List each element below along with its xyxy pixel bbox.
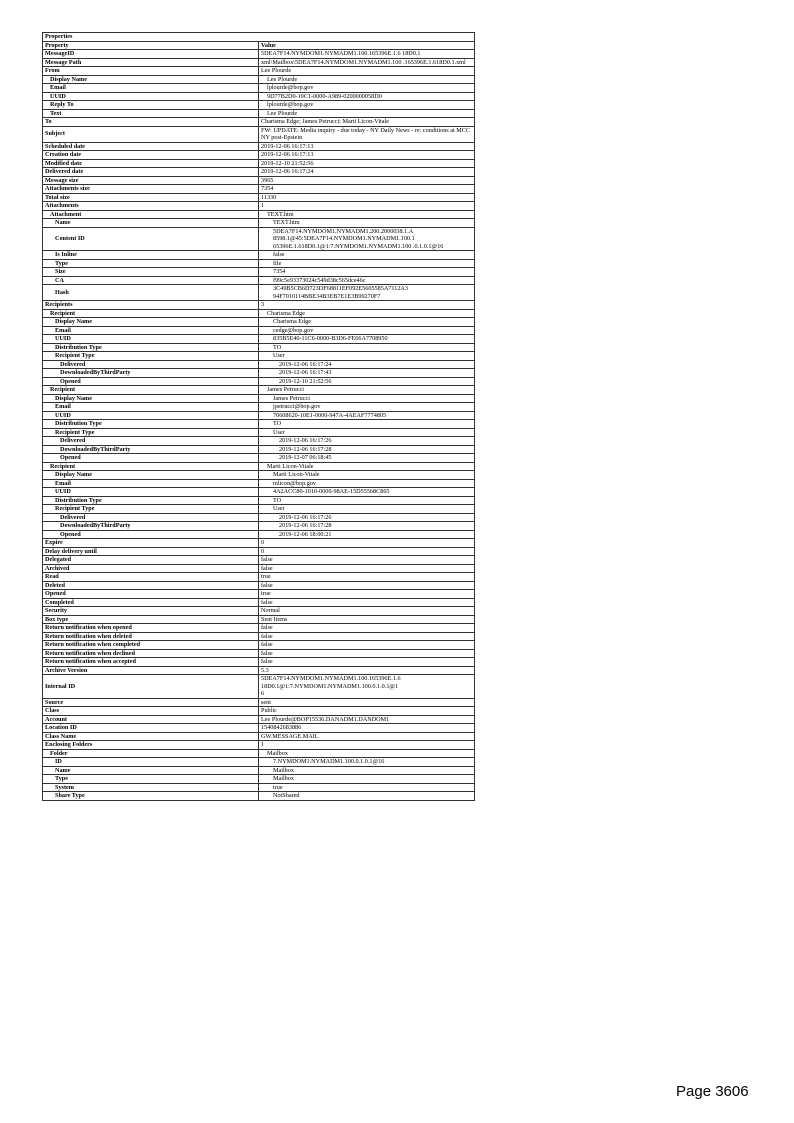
property-value: Charisma Edge — [259, 309, 475, 318]
property-value: User — [259, 428, 475, 437]
property-value: lplourde@bop.gov — [259, 101, 475, 110]
property-value: NotShared — [259, 792, 475, 801]
property-value: James Petrucci — [259, 386, 475, 395]
table-row — [43, 343, 475, 352]
table-row — [43, 454, 475, 463]
table-row — [43, 420, 475, 429]
table-row — [43, 649, 475, 658]
table-row — [43, 707, 475, 716]
table-row — [43, 658, 475, 667]
property-value: Mailbox — [259, 775, 475, 784]
property-value: TEXT.htm — [259, 210, 475, 219]
property-value: 11330 — [259, 193, 475, 202]
property-value: false — [259, 658, 475, 667]
property-value: TO — [259, 420, 475, 429]
property-name: ID — [43, 758, 259, 767]
page-number: Page 3606 — [676, 1083, 749, 1100]
table-row — [43, 741, 475, 750]
property-name: Archive Version — [43, 666, 259, 675]
property-value: 3 — [259, 301, 475, 310]
table-row — [43, 581, 475, 590]
table-row — [43, 724, 475, 733]
property-name: Completed — [43, 598, 259, 607]
table-row — [43, 775, 475, 784]
property-name: Recipient Type — [43, 505, 259, 514]
property-value: 0 — [259, 547, 475, 556]
table-row — [43, 479, 475, 488]
property-value: sent — [259, 698, 475, 707]
property-name: From — [43, 67, 259, 76]
property-name: Creation date — [43, 151, 259, 160]
table-row — [43, 259, 475, 268]
table-row — [43, 766, 475, 775]
property-value: 1 — [259, 741, 475, 750]
property-name: Read — [43, 573, 259, 582]
table-row — [43, 67, 475, 76]
property-name: Display Name — [43, 75, 259, 84]
table-row — [43, 428, 475, 437]
property-name: Enclosing Folders — [43, 741, 259, 750]
property-name: UUID — [43, 92, 259, 101]
table-row — [43, 309, 475, 318]
property-value: 70608620-10E1-0000-947A-4AEAF7774805 — [259, 411, 475, 420]
table-row — [43, 210, 475, 219]
property-name: Distribution Type — [43, 420, 259, 429]
property-name: Recipient — [43, 386, 259, 395]
table-row — [43, 118, 475, 127]
property-value: 7.NYMDOM1.NYMADM1.100.0.1.0.1@16 — [259, 758, 475, 767]
table-row — [43, 403, 475, 412]
property-name: Attachments — [43, 202, 259, 211]
table-row — [43, 159, 475, 168]
property-value: false — [259, 632, 475, 641]
table-row — [43, 615, 475, 624]
property-value: Charisma Edge; James Petrucci; Marti Licon-Vitale — [259, 118, 475, 127]
table-row — [43, 564, 475, 573]
property-value: GW.MESSAGE.MAIL — [259, 732, 475, 741]
table-row — [43, 641, 475, 650]
table-row — [43, 318, 475, 327]
property-value: jpetrucci@bop.gov — [259, 403, 475, 412]
table-row — [43, 276, 475, 285]
property-name: Email — [43, 403, 259, 412]
property-value: TEXT.htm — [259, 219, 475, 228]
property-value: 835B5E40-11C6-0000-B3D6-FE66A7708950 — [259, 335, 475, 344]
property-name: Is Inline — [43, 251, 259, 260]
property-name: Email — [43, 84, 259, 93]
property-value: 2019-12-06 16:17:24 — [259, 168, 475, 177]
table-caption: Properties — [43, 33, 475, 42]
table-row — [43, 109, 475, 118]
table-row — [43, 377, 475, 386]
property-value: 2019-12-10 21:52:56 — [259, 159, 475, 168]
property-value: 7354 — [259, 268, 475, 277]
property-value: Marti Licon-Vitale — [259, 471, 475, 480]
property-name: Display Name — [43, 394, 259, 403]
property-value: lplourde@bop.gov — [259, 84, 475, 93]
property-value: Normal — [259, 607, 475, 616]
property-name: Attachment — [43, 210, 259, 219]
table-row — [43, 547, 475, 556]
properties-table — [42, 32, 475, 801]
property-name: Return notification when deleted — [43, 632, 259, 641]
property-value: true — [259, 783, 475, 792]
table-row — [43, 445, 475, 454]
property-value: 2019-12-10 21:52:56 — [259, 377, 475, 386]
table-row — [43, 496, 475, 505]
property-value: User — [259, 505, 475, 514]
property-name: Message Path — [43, 58, 259, 67]
table-row — [43, 462, 475, 471]
table-row — [43, 488, 475, 497]
table-row — [43, 285, 475, 301]
property-name: Delivered — [43, 513, 259, 522]
table-row — [43, 783, 475, 792]
property-name: Recipient Type — [43, 352, 259, 361]
table-row — [43, 505, 475, 514]
property-value: Charisma Edge — [259, 318, 475, 327]
property-name: Size — [43, 268, 259, 277]
property-name: Security — [43, 607, 259, 616]
property-value: 4A2ACC80-1010-0000-98AE-15D55568C865 — [259, 488, 475, 497]
property-name: Expire — [43, 539, 259, 548]
property-value: false — [259, 624, 475, 633]
property-name: Type — [43, 775, 259, 784]
property-value: true — [259, 573, 475, 582]
property-value: TO — [259, 343, 475, 352]
property-value: FW: UPDATE: Media inquiry - due today - NY Daily News - re: conditions at MCC NY post-Epstein — [259, 126, 475, 142]
property-name: Opened — [43, 377, 259, 386]
property-value: James Petrucci — [259, 394, 475, 403]
property-name: Hash — [43, 285, 259, 301]
property-name: Name — [43, 219, 259, 228]
property-name: Scheduled date — [43, 142, 259, 151]
property-name: Content ID — [43, 227, 259, 251]
properties-sheet — [42, 32, 475, 801]
property-value: 3C49B5CB6D723DF68811EF092E5605585A7112A3 94F7010114BBE34B3EB7E1E3B99270F7 — [259, 285, 475, 301]
property-name: To — [43, 118, 259, 127]
table-row — [43, 556, 475, 565]
property-value: 1540842683886 — [259, 724, 475, 733]
table-row — [43, 539, 475, 548]
table-row — [43, 715, 475, 724]
property-name: UUID — [43, 411, 259, 420]
property-name: Opened — [43, 454, 259, 463]
table-row — [43, 268, 475, 277]
table-row — [43, 394, 475, 403]
property-name: DownloadedByThirdParty — [43, 445, 259, 454]
table-row — [43, 598, 475, 607]
property-name: Class — [43, 707, 259, 716]
table-row — [43, 58, 475, 67]
property-name: Delivered — [43, 437, 259, 446]
property-value: Sent Items — [259, 615, 475, 624]
table-row — [43, 624, 475, 633]
property-value: Marti Licon-Vitale — [259, 462, 475, 471]
property-name: Archived — [43, 564, 259, 573]
property-name: Internal ID — [43, 675, 259, 699]
property-name: Recipient — [43, 462, 259, 471]
property-value: TO — [259, 496, 475, 505]
property-name: Type — [43, 259, 259, 268]
property-value: cedge@bop.gov — [259, 326, 475, 335]
property-value: 1 — [259, 202, 475, 211]
property-name: Return notification when declined — [43, 649, 259, 658]
property-name: MessageID — [43, 50, 259, 59]
property-value: xml\Mailbox\5DEA7F14.NYMDOM1.NYMADM1.100 .165396E.1.618D0.1.xml — [259, 58, 475, 67]
table-row — [43, 590, 475, 599]
property-name: Source — [43, 698, 259, 707]
table-row — [43, 632, 475, 641]
property-name: System — [43, 783, 259, 792]
table-row — [43, 792, 475, 801]
property-value: Lee Plourde@BOP15536.DANADM1.DANDOM1 — [259, 715, 475, 724]
property-name: Recipients — [43, 301, 259, 310]
property-value: mlicon@bop.gov — [259, 479, 475, 488]
property-name: Modified date — [43, 159, 259, 168]
property-value: 2019-12-06 16:17:43 — [259, 369, 475, 378]
table-row — [43, 607, 475, 616]
table-row — [43, 411, 475, 420]
property-name: Share Type — [43, 792, 259, 801]
property-name: Message size — [43, 176, 259, 185]
table-row — [43, 513, 475, 522]
property-value: Mailbox — [259, 749, 475, 758]
property-value: false — [259, 598, 475, 607]
property-value: Lee Plourde — [259, 75, 475, 84]
table-row — [43, 471, 475, 480]
property-value: 5.3 — [259, 666, 475, 675]
table-row — [43, 386, 475, 395]
property-value: true — [259, 590, 475, 599]
property-name: Box type — [43, 615, 259, 624]
table-row — [43, 698, 475, 707]
table-row — [43, 227, 475, 251]
table-caption-row — [43, 33, 475, 42]
property-value: false — [259, 649, 475, 658]
property-value: 2019-12-06 16:17:24 — [259, 360, 475, 369]
property-name: Email — [43, 326, 259, 335]
property-name: DownloadedByThirdParty — [43, 522, 259, 531]
property-name: Name — [43, 766, 259, 775]
header-property: Property — [43, 41, 259, 50]
property-name: Return notification when opened — [43, 624, 259, 633]
property-name: Email — [43, 479, 259, 488]
property-name: Account — [43, 715, 259, 724]
property-name: Delay delivery until — [43, 547, 259, 556]
table-row — [43, 732, 475, 741]
table-row — [43, 758, 475, 767]
table-row — [43, 185, 475, 194]
property-value: 2019-12-06 16:17:13 — [259, 142, 475, 151]
table-row — [43, 193, 475, 202]
table-row — [43, 666, 475, 675]
property-name: CA — [43, 276, 259, 285]
table-row — [43, 675, 475, 699]
property-name: DownloadedByThirdParty — [43, 369, 259, 378]
property-name: Total size — [43, 193, 259, 202]
table-row — [43, 202, 475, 211]
table-row — [43, 151, 475, 160]
property-name: UUID — [43, 335, 259, 344]
table-row — [43, 522, 475, 531]
property-value: 9D77B2D0-19C1-0000-A989-0200000058D0 — [259, 92, 475, 101]
property-value: false — [259, 641, 475, 650]
table-row — [43, 50, 475, 59]
property-value: 5DEA7F14.NYMDOM1.NYMADM1.100.165396E.1.6 18D0.1 — [259, 50, 475, 59]
table-row — [43, 335, 475, 344]
property-value: 5DEA7F14.NYMDOM1.NYMADM1.200.2000038.1.A 8598.1@45:5DEA7F14.NYMDOM1.NYMADM1.100.1 65396E.1.618D0.1@1:7.NYMDOM1.NYMADM1.100 .0.1.0.1@16 — [259, 227, 475, 251]
property-value: 2019-12-06 16:17:28 — [259, 522, 475, 531]
table-row — [43, 360, 475, 369]
property-name: Distribution Type — [43, 496, 259, 505]
header-value: Value — [259, 41, 475, 50]
table-row — [43, 142, 475, 151]
property-value: Lee Plourde — [259, 109, 475, 118]
table-row — [43, 126, 475, 142]
table-row — [43, 530, 475, 539]
property-value: false — [259, 581, 475, 590]
table-row — [43, 573, 475, 582]
property-value: Public — [259, 707, 475, 716]
property-name: Delivered — [43, 360, 259, 369]
property-value: 2019-12-06 16:17:26 — [259, 437, 475, 446]
property-name: Opened — [43, 590, 259, 599]
table-row — [43, 101, 475, 110]
property-name: Delivered date — [43, 168, 259, 177]
property-name: Subject — [43, 126, 259, 142]
property-name: Recipient — [43, 309, 259, 318]
table-row — [43, 92, 475, 101]
property-value: 7354 — [259, 185, 475, 194]
table-row — [43, 75, 475, 84]
property-value: User — [259, 352, 475, 361]
property-value: false — [259, 251, 475, 260]
property-name: Opened — [43, 530, 259, 539]
property-value: 2019-12-06 16:17:26 — [259, 513, 475, 522]
table-row — [43, 301, 475, 310]
property-name: Display Name — [43, 471, 259, 480]
table-row — [43, 219, 475, 228]
property-name: Folder — [43, 749, 259, 758]
property-value: Mailbox — [259, 766, 475, 775]
property-name: UUID — [43, 488, 259, 497]
table-row — [43, 176, 475, 185]
table-row — [43, 352, 475, 361]
table-header-row — [43, 41, 475, 50]
table-row — [43, 437, 475, 446]
table-row — [43, 749, 475, 758]
table-row — [43, 251, 475, 260]
property-value: file — [259, 259, 475, 268]
table-row — [43, 168, 475, 177]
property-value: f99c5e93373024c549d38c565dce46c — [259, 276, 475, 285]
property-name: Recipient Type — [43, 428, 259, 437]
property-value: false — [259, 564, 475, 573]
table-row — [43, 84, 475, 93]
property-value: 2019-12-06 16:17:13 — [259, 151, 475, 160]
property-name: Attachments size — [43, 185, 259, 194]
property-value: Lee Plourde — [259, 67, 475, 76]
property-name: Reply To — [43, 101, 259, 110]
property-value: 5DEA7F14.NYMDOM1.NYMADM1.100.165396E.1.6 18D0.1@1:7.NYMDOM1.NYMADM1.100.0.1.0.1@1 6 — [259, 675, 475, 699]
property-value: 3965 — [259, 176, 475, 185]
property-name: Distribution Type — [43, 343, 259, 352]
property-name: Return notification when accepted — [43, 658, 259, 667]
property-value: 2019-12-06 18:00:21 — [259, 530, 475, 539]
property-name: Text — [43, 109, 259, 118]
property-name: Deleted — [43, 581, 259, 590]
property-name: Display Name — [43, 318, 259, 327]
property-value: 2019-12-06 16:17:28 — [259, 445, 475, 454]
table-row — [43, 369, 475, 378]
property-value: false — [259, 556, 475, 565]
property-name: Return notification when completed — [43, 641, 259, 650]
property-value: 0 — [259, 539, 475, 548]
table-row — [43, 326, 475, 335]
property-name: Class Name — [43, 732, 259, 741]
property-value: 2019-12-07 06:18:45 — [259, 454, 475, 463]
property-name: Delegated — [43, 556, 259, 565]
property-name: Location ID — [43, 724, 259, 733]
